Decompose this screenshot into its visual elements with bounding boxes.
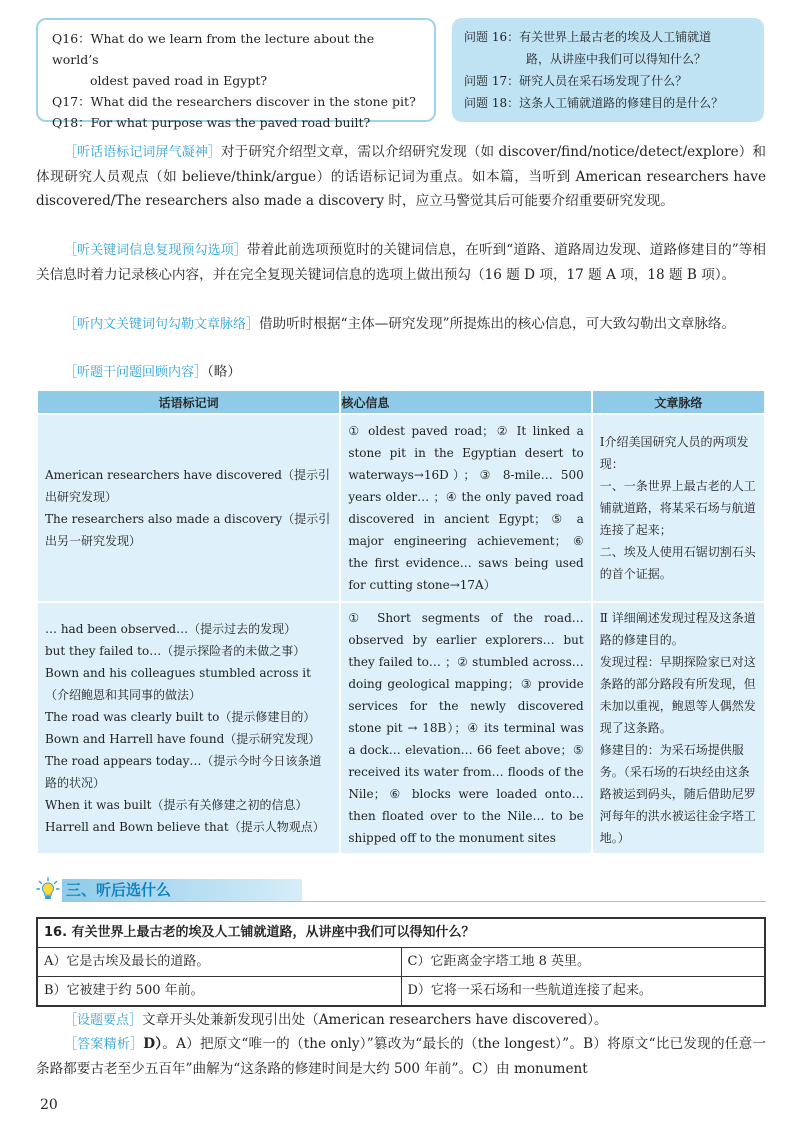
option-a: A）它是古埃及最长的道路。: [37, 948, 401, 977]
tip-1-tag: ［听话语标记词屏气凝神］: [64, 145, 221, 160]
question16-stem: 16. 有关世界上最古老的埃及人工铺就道路，从讲座中我们可以得知什么？: [37, 918, 765, 948]
key-point: [36, 1008, 766, 1033]
marker-item: American researchers have discovered（提示引出研究发现）: [45, 468, 330, 504]
tip-3: [36, 312, 766, 337]
page-number: 20: [40, 1097, 58, 1113]
section-header: [36, 877, 766, 901]
answer-analysis: [36, 1032, 766, 1081]
outline-item: Ⅱ 详细阐述发现过程及这条道路的修建目的。: [599, 611, 756, 647]
analysis-table: [36, 389, 766, 855]
analysis-answer: D）: [143, 1036, 163, 1052]
marker-item: The researchers also made a discovery（提示引出另一研究发现）: [45, 512, 331, 548]
marker-item: The road was clearly built to（提示修建目的）: [45, 710, 316, 724]
q18-zh: 问题 18：这条人工铺就道路的修建目的是什么？: [464, 96, 724, 110]
option-c: C）它距离金字塔工地 8 英里。: [401, 948, 765, 977]
table-row: [38, 603, 764, 853]
outline-item: Ⅰ介绍美国研究人员的两项发现：: [599, 435, 749, 471]
markers-cell: [38, 603, 339, 853]
marker-item: Bown and his colleagues stumbled across it（介绍鲍恩和其同事的做法）: [45, 666, 311, 702]
tip-3-tag: ［听内文关键词句勾勒文章脉络］: [64, 317, 260, 332]
key-point-tag: ［设题要点］: [64, 1013, 143, 1028]
marker-item: Harrell and Bown believe that（提示人物观点）: [45, 820, 325, 834]
outline-cell: [593, 415, 764, 601]
tip-1: [36, 140, 766, 213]
marker-item: When it was built（提示有关修建之初的信息）: [45, 798, 308, 812]
q16-zh-line1: 问题 16：有关世界上最古老的埃及人工铺就道: [464, 30, 712, 44]
tip-2-text: 带着此前选项预览时的关键词信息，在听到“道路、道路周边发现、道路修建目的”等相关信息时着力记录核心内容，并在完全复现关键词信息的选项上做出预勾（16 题 D 项，17 题 A 项，18 题 B 项）。: [36, 242, 766, 283]
tip-2: [36, 238, 766, 287]
tip-1-text: 对于研究介绍型文章，需以介绍研究发现（如 discover/find/notice/detect/explore）和体现研究人员观点（如 believe/think/argue）的话语标记词为重点。如本篇，当听到 American researchers have discovered/The researchers also made a discovery 时，应立马警觉其后可能要介绍重要研究发现。: [36, 144, 766, 209]
key-point-text: 文章开头处兼新发现引出处（American researchers have discovered）。: [142, 1012, 608, 1028]
outline-item: 一、一条世界上最古老的人工铺就道路，将某采石场与航道连接了起来；: [599, 479, 756, 537]
table-header-row: [38, 391, 764, 413]
analysis-text: 。A）把原文“唯一的（the only）”篡改为“最长的（the longest）”。B）将原文“比已发现的任意一条路都要古老至少五百年”曲解为“这条路的修建时间是大约 500 年前”。C）由 monument: [36, 1036, 766, 1077]
question16-table: [36, 917, 766, 1007]
q16-en-line1: Q16：What do we learn from the lecture about the world’s: [52, 31, 375, 67]
outline-cell: [593, 603, 764, 853]
table-row: [38, 415, 764, 601]
outline-item: 二、埃及人使用石锯切割石头的首个证据。: [599, 545, 756, 581]
analysis-tag: ［答案精析］: [64, 1037, 144, 1052]
q16-zh-line2: 路，从讲座中我们可以得知什么？: [526, 52, 707, 66]
tip-3-text: 借助听时根据“主体—研究发现”所提炼出的核心信息，可大致勾勒出文章脉络。: [259, 316, 736, 332]
marker-item: but they failed to…（提示探险者的未做之事）: [45, 644, 306, 658]
option-b: B）它被建于约 500 年前。: [37, 977, 401, 1007]
questions-en-box: [36, 18, 436, 130]
option-d: D）它将一采石场和一些航道连接了起来。: [401, 977, 765, 1007]
header-outline: 文章脉络: [593, 391, 764, 413]
tip-4-text: （略）: [207, 364, 241, 380]
marker-item: The road appears today…（提示今时今日该条道路的状况）: [45, 754, 322, 790]
marker-item: … had been observed…（提示过去的发现）: [45, 622, 297, 636]
q17-en: Q17：What did the researchers discover in the stone pit?: [52, 94, 416, 109]
outline-item: 发现过程：早期探险家已对这条路的部分路段有所发现，但未加以重视，鲍恩等人偶然发现了这条路。: [599, 655, 756, 735]
tip-4-tag: ［听题干问题回顾内容］: [64, 365, 208, 380]
q18-en: Q18：For what purpose was the paved road built?: [52, 115, 371, 130]
tip-4: [36, 360, 766, 385]
q17-zh: 问题 17：研究人员在采石场发现了什么？: [464, 74, 688, 88]
core-cell: ① oldest paved road；② It linked a stone pit in the Egyptian desert to waterways→16D）；③ 8-mile… 500 years older… ；④ the only paved road discovered in ancient Egypt；⑤ a major engineering achievement；⑥ the first evidence… saws being used for cutting stone→17A）: [341, 415, 590, 601]
outline-item: 修建目的：为采石场提供服务。（采石场的石块经由这条路被运到码头，随后借助尼罗河每年的洪水被运往金字塔工地。）: [599, 743, 756, 845]
q16-en-line2: oldest paved road in Egypt?: [90, 73, 268, 88]
lightbulb-icon: [36, 877, 60, 901]
header-core: 核心信息: [341, 391, 590, 413]
marker-item: Bown and Harrell have found（提示研究发现）: [45, 732, 321, 746]
markers-cell: [38, 415, 339, 601]
questions-zh-box: [452, 18, 764, 122]
section-title: 三、听后选什么: [66, 881, 172, 899]
core-cell: ① Short segments of the road… observed by earlier explorers… but they failed to… ；② stumbled across… doing geological mapping；③ provide services for the newly discovered stone pit → 18B）；④ its terminal was a dock… elevation… 66 feet above；⑤ received its water from… floods of the Nile；⑥ blocks were loaded onto… then floated over to the Nile… to be shipped off to the monument sites: [341, 603, 590, 853]
header-markers: 话语标记词: [38, 391, 339, 413]
tip-2-tag: ［听关键词信息复现预勾选项］: [64, 243, 247, 258]
